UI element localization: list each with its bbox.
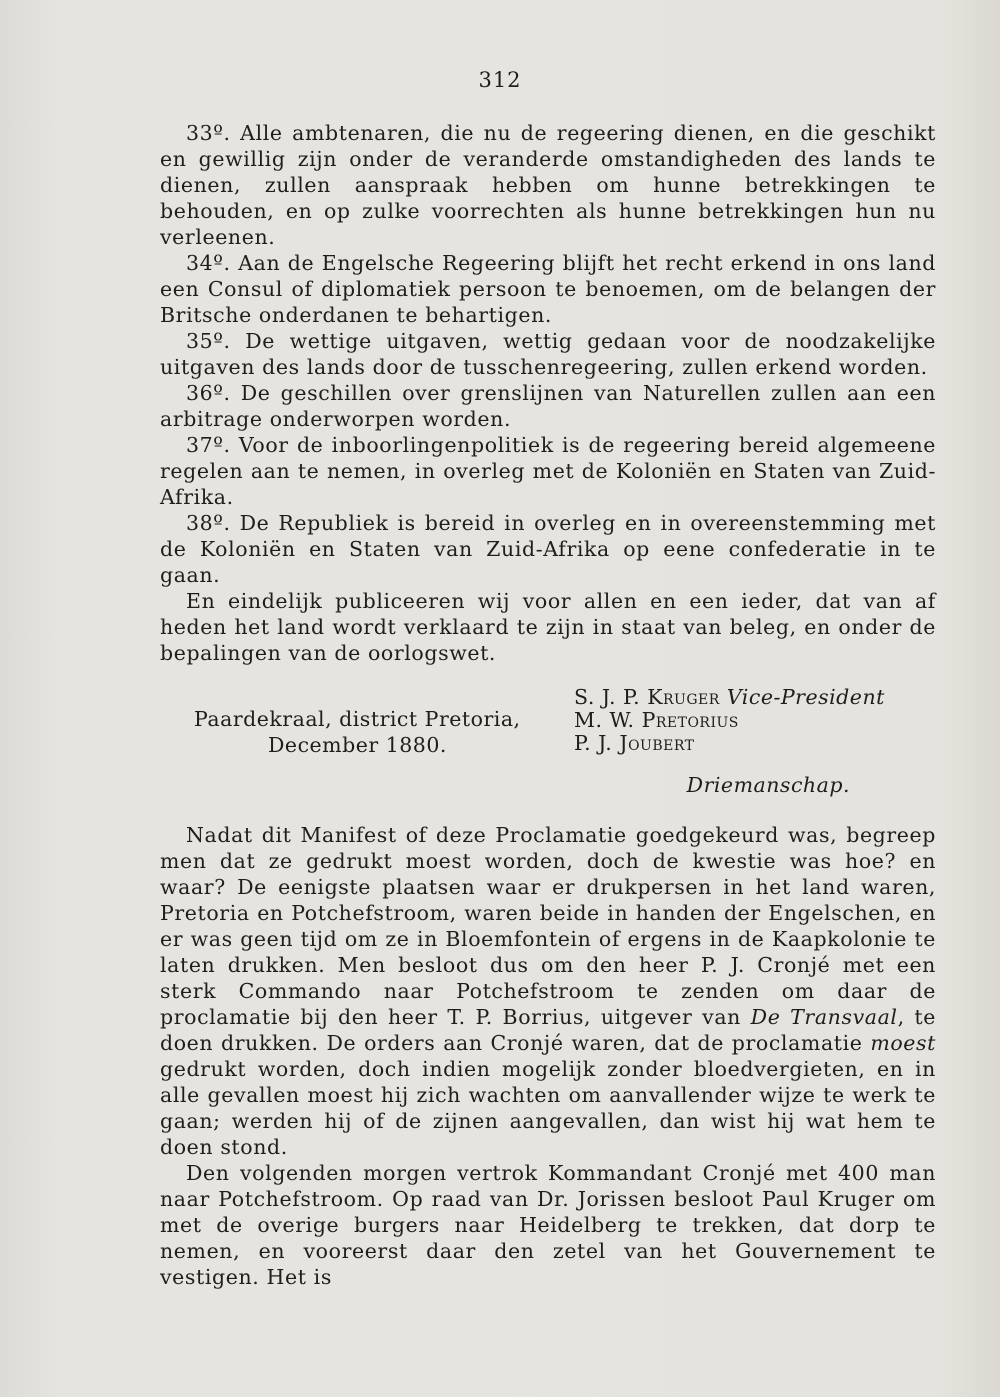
text-run: , te doen drukken. De orders aan Cronjé waren, dat de proclamatie [160, 1005, 936, 1055]
article-number: 36º. [186, 381, 231, 405]
article-number: 38º. [186, 511, 231, 535]
article-number: 37º. [186, 433, 231, 457]
signatory-name: Joubert [619, 731, 695, 755]
closing-text: En eindelijk publiceeren wij voor allen en een ieder, dat van af heden het land wordt verklaard te zijn in staat van beleg, en onder de bepalingen van de oorlogswet. [160, 589, 936, 665]
article-number: 34º. [186, 251, 231, 275]
signature-block [160, 686, 936, 798]
article-number: 33º. [186, 121, 231, 145]
signing-date: December 1880. [268, 733, 447, 757]
signatory-name: Kruger [647, 685, 720, 709]
signatory-initials: M. W. [574, 708, 635, 732]
signing-place: Paardekraal, district Pretoria, [194, 707, 521, 731]
page-number: 312 [478, 68, 522, 92]
newspaper-title: De Transvaal [750, 1005, 898, 1029]
signatory-initials: P. J. [574, 731, 613, 755]
triumvirate-label: Driemanschap. [686, 773, 850, 797]
article-text: De geschillen over grenslijnen van Naturellen zullen aan een arbitrage onderworpen worden. [160, 381, 936, 431]
article-36 [160, 380, 936, 432]
signatory [574, 732, 885, 755]
article-38 [160, 510, 936, 588]
article-text: Aan de Engelsche Regeering blijft het recht erkend in ons land een Consul of diplomatiek persoon te benoemen, om de belangen der Britsche onderdanen te behartigen. [160, 251, 936, 327]
signatory-initials: S. J. P. [574, 685, 641, 709]
article-text: Alle ambtenaren, die nu de regeering dienen, en die geschikt en gewillig zijn onder de veranderde omstandigheden des lands te dienen, zullen aanspraak hebben om hunne betrekkingen te behouden, en op zulke voorrechten als hunne betrekkingen hun nu verleenen. [160, 121, 936, 249]
emphasis-word: moest [870, 1031, 936, 1055]
article-text: De Republiek is bereid in overleg en in overeenstemming met de Koloniën en Staten van Zuid-Afrika op eene confederatie in te gaan. [160, 511, 936, 587]
text-run: gedrukt worden, doch indien mogelijk zonder bloedvergieten, en in alle gevallen moest hij zich wachten om aanvallender wijze te werk te gaan; werden hij of de zijnen aangevallen, dan wist hij wat hem te doen stond. [160, 1057, 936, 1159]
closing-declaration [160, 588, 936, 666]
article-34 [160, 250, 936, 328]
signatory [574, 686, 885, 709]
article-number: 35º. [186, 329, 231, 353]
signatory-name: Pretorius [641, 708, 739, 732]
article-35 [160, 328, 936, 380]
narrative-paragraph: Den volgenden morgen vertrok Kommandant Cronjé met 400 man naar Potchefstroom. Op raad van Dr. Jorissen besloot Paul Kruger om met de overige burgers naar Heidelberg te trekken, dat dorp te nemen, en vooreerst daar den zetel van het Gouvernement te vestigen. Het is [160, 1161, 936, 1289]
signatory [574, 709, 885, 732]
narrative-block [160, 822, 936, 1290]
article-37 [160, 432, 936, 510]
narrative-paragraph [160, 822, 936, 1160]
signatories [574, 686, 885, 755]
articles-block [160, 120, 936, 666]
text-run: Nadat dit Manifest of deze Proclamatie goedgekeurd was, begreep men dat ze gedrukt moest worden, doch de kwestie was hoe? en waar? De eenigste plaatsen waar er drukpersen in het land waren, Pretoria en Potchefstroom, waren beide in handen der Engelschen, en er was geen tijd om ze in Bloemfontein of ergens in de Kaapkolonie te laten drukken. Men besloot dus om den heer P. J. Cronjé met een sterk Commando naar Potchefstroom te zenden om daar de proclamatie bij den heer T. P. Borrius, uitgever van [160, 823, 936, 1029]
article-text: Voor de inboorlingenpolitiek is de regeering bereid algemeene regelen aan te nemen, in overleg met de Koloniën en Staten van Zuid-Afrika. [160, 433, 936, 509]
article-text: De wettige uitgaven, wettig gedaan voor de noodzakelijke uitgaven des lands door de tusschenregeering, zullen erkend worden. [160, 329, 936, 379]
signatory-title: Vice-President [726, 685, 885, 709]
article-33 [160, 120, 936, 250]
